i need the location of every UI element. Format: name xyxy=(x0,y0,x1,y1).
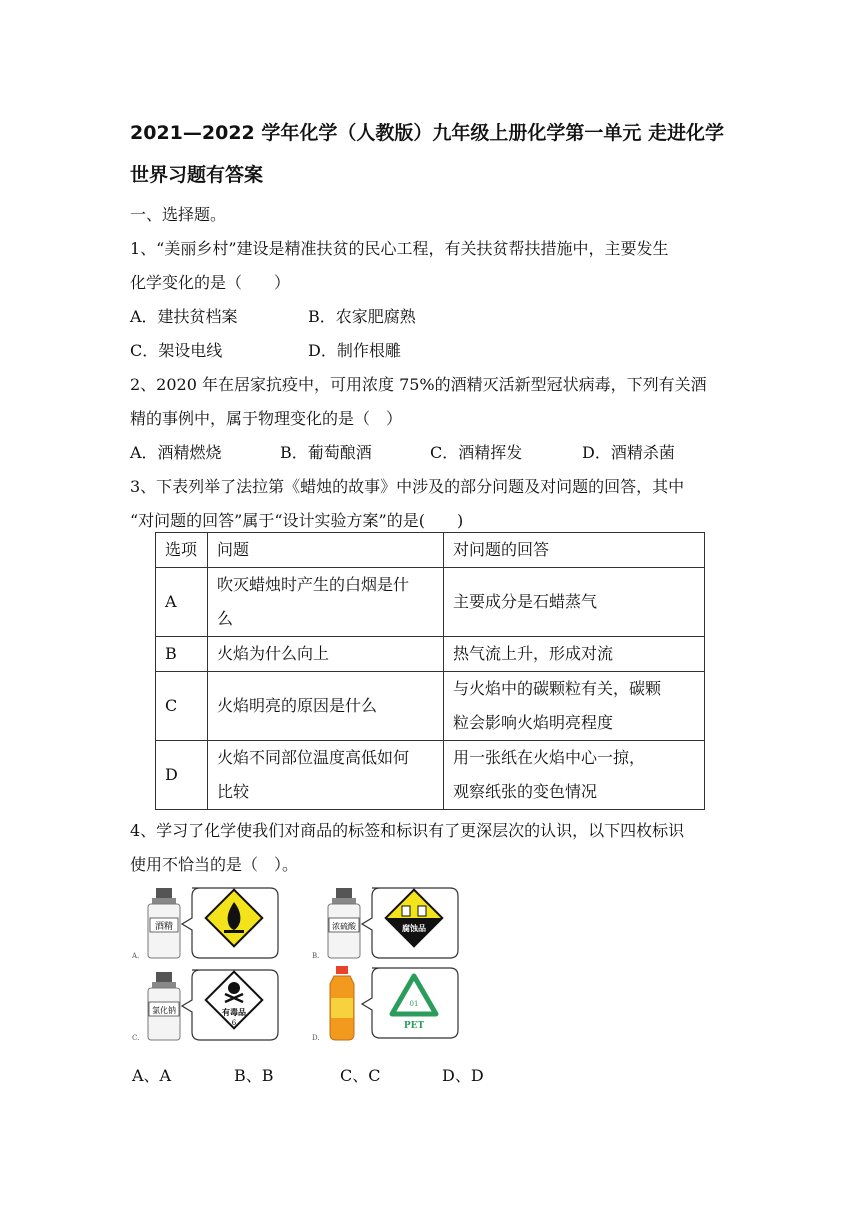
table-header-cell: 问题 xyxy=(208,533,444,568)
cell-line: 么 xyxy=(217,609,234,628)
bottle-label: 浓硫酸 xyxy=(332,922,356,931)
q2-option-c: C．酒精挥发 xyxy=(430,443,523,462)
corrosive-sign-icon xyxy=(362,888,458,958)
bottle-icon xyxy=(148,888,180,958)
juice-bottle-icon xyxy=(330,966,354,1040)
q2-stem-line-1: 2、2020 年在居家抗疫中，可用浓度 75%的酒精灭活新型冠状病毒，下列有关酒 xyxy=(130,375,707,394)
panel-letter: B. xyxy=(312,952,320,960)
table-row xyxy=(156,568,705,637)
table-header-row xyxy=(156,533,705,568)
q4-stem-line-1: 4、学习了化学使我们对商品的标签和标识有了更深层次的认识，以下四枚标识 xyxy=(130,821,685,840)
cell-line: 观察纸张的变色情况 xyxy=(453,782,598,801)
cell-line: 比较 xyxy=(217,782,250,801)
table-cell-answer: 热气流上升，形成对流 xyxy=(444,637,705,672)
q2-option-b: B．葡萄酿酒 xyxy=(280,443,372,462)
panel-letter: D. xyxy=(312,1034,320,1042)
table-cell-question: 火焰明亮的原因是什么 xyxy=(208,672,444,741)
table-row xyxy=(156,741,705,810)
bottle-icon xyxy=(148,972,180,1040)
sign-number: 01 xyxy=(409,1000,419,1008)
table-cell-question xyxy=(208,741,444,810)
bottle-icon xyxy=(328,888,360,958)
table-cell-option: C xyxy=(156,672,208,741)
panel-letter: C. xyxy=(132,1034,140,1042)
cell-line: 与火焰中的碳颗粒有关，碳颗 xyxy=(453,679,662,698)
q1-option-d: D．制作根雕 xyxy=(308,341,401,360)
table-header-cell: 选项 xyxy=(156,533,208,568)
table-cell-question: 火焰为什么向上 xyxy=(208,637,444,672)
table-cell-option: D xyxy=(156,741,208,810)
q3-stem-line-2: “对问题的回答”属于“设计实验方案”的是( ) xyxy=(130,511,464,530)
table-cell-answer xyxy=(444,741,705,810)
table-row xyxy=(156,672,705,741)
section-heading: 一、选择题。 xyxy=(130,205,227,224)
q4-option-b: B、B xyxy=(234,1066,274,1085)
q3-table xyxy=(155,532,705,810)
cell-line: 粒会影响火焰明亮程度 xyxy=(453,713,614,732)
bottle-label: 酒精 xyxy=(154,922,174,932)
cell-line: 吹灭蜡烛时产生的白烟是什 xyxy=(217,575,410,594)
table-cell-option: B xyxy=(156,637,208,672)
q4-option-d: D、D xyxy=(442,1066,484,1085)
table-cell-option: A xyxy=(156,568,208,637)
table-header-cell: 对问题的回答 xyxy=(444,533,705,568)
cell-line: 火焰不同部位温度高低如何 xyxy=(217,748,410,767)
table-cell-question xyxy=(208,568,444,637)
cell-line: 用一张纸在火焰中心一掠， xyxy=(453,748,646,767)
q1-stem-line-1: 1、“美丽乡村”建设是精准扶贫的民心工程，有关扶贫帮扶措施中，主要发生 xyxy=(130,239,669,258)
table-cell-answer: 主要成分是石蜡蒸气 xyxy=(444,568,705,637)
q1-option-b: B．农家肥腐熟 xyxy=(308,307,416,326)
q4-stem-line-2: 使用不恰当的是（ ）。 xyxy=(130,855,299,874)
panel-letter: A. xyxy=(132,952,140,960)
q4-option-a: A、A xyxy=(132,1066,172,1085)
panel-a-figure xyxy=(130,884,280,964)
document-title-line-1: 2021—2022 学年化学（人教版）九年级上册化学第一单元 走进化学 xyxy=(130,122,724,144)
sign-text: 腐蚀品 xyxy=(402,923,426,933)
table-row xyxy=(156,637,705,672)
q1-option-c: C．架设电线 xyxy=(130,341,223,360)
panel-d-figure xyxy=(310,962,460,1044)
flammable-sign-icon xyxy=(182,888,278,958)
recycle-sign-icon xyxy=(362,968,458,1038)
q2-option-d: D．酒精杀菌 xyxy=(582,443,675,462)
document-title-line-2: 世界习题有答案 xyxy=(130,164,264,186)
sign-number: 6 xyxy=(231,1019,237,1027)
bottle-label: 氯化钠 xyxy=(152,1006,176,1015)
toxic-sign-icon xyxy=(182,970,278,1040)
table-cell-answer xyxy=(444,672,705,741)
q4-option-c: C、C xyxy=(340,1066,381,1085)
q3-stem-line-1: 3、下表列举了法拉第《蜡烛的故事》中涉及的部分问题及对问题的回答，其中 xyxy=(130,477,685,496)
q1-option-a: A．建扶贫档案 xyxy=(130,307,238,326)
q2-option-a: A．酒精燃烧 xyxy=(130,443,222,462)
panel-b-figure xyxy=(310,884,460,964)
q2-stem-line-2: 精的事例中，属于物理变化的是（ ） xyxy=(130,409,403,428)
q1-stem-line-2: 化学变化的是（ ） xyxy=(130,273,291,292)
sign-text: 有毒品 xyxy=(222,1007,246,1017)
sign-text: PET xyxy=(403,1021,425,1031)
panel-c-figure xyxy=(130,966,280,1046)
